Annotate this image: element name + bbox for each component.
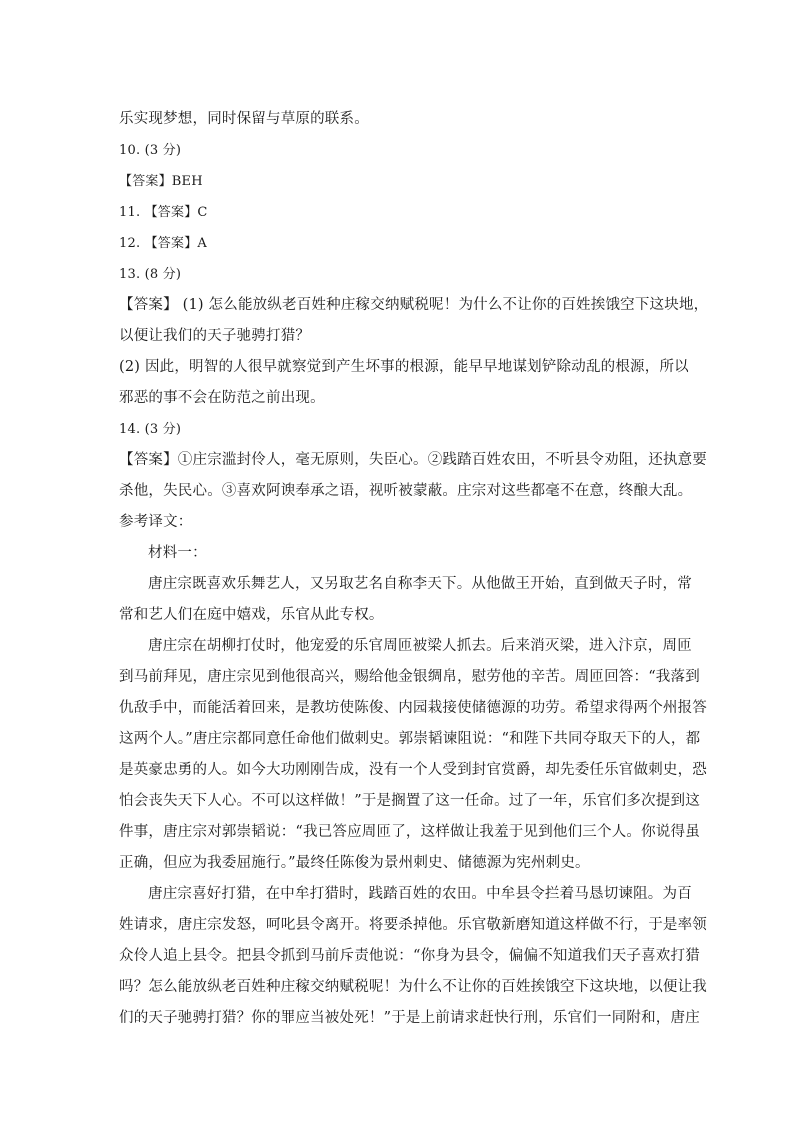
section-heading: 参考译文： [119, 514, 193, 530]
text-line: 唐庄宗既喜欢乐舞艺人，又另取艺名自称李天下。从他做王开始，直到做天子时，常 [148, 576, 692, 592]
text-line: 吗？怎么能放纵老百姓种庄稼交纳赋税呢！为什么不让你的百姓挨饿空下这块地，以便让我 [119, 979, 707, 995]
answer-line: 12. 【答案】A [119, 236, 207, 251]
question-number: 13. (8 分) [119, 267, 182, 282]
text-line: 怕会丧失天下人心。不可以这样做！”于是搁置了这一任命。过了一年，乐官们多次提到这 [119, 793, 700, 809]
answer-line: 【答案】①庄宗滥封伶人，毫无原则，失臣心。②践踏百姓农田，不听县令劝阻，还执意要 [119, 452, 707, 468]
text-line: 常和艺人们在庭中嬉戏，乐官从此专权。 [119, 607, 384, 623]
text-line: 这两个人。”唐庄宗都同意任命他们做刺史。郭崇韬谏阻说：“和陛下共同夺取天下的人，都 [119, 731, 701, 747]
answer-line: 【答案】 (1) 怎么能放纵老百姓种庄稼交纳赋税呢！为什么不让你的百姓挨饿空下这块地， [119, 297, 709, 313]
text-line: (2) 因此，明智的人很早就察觉到产生坏事的根源，能早早地谋划铲除动乱的根源，所以 [119, 359, 689, 375]
text-line: 众伶人追上县令。把县令抓到马前斥责他说：“你身为县令，偏偏不知道我们天子喜欢打猎 [119, 948, 700, 964]
question-number: 14. (3 分) [119, 422, 182, 437]
text-line: 乐实现梦想，同时保留与草原的联系。 [119, 111, 369, 127]
question-number: 10. (3 分) [119, 143, 182, 158]
text-line: 邪恶的事不会在防范之前出现。 [119, 390, 325, 406]
document-body [119, 104, 709, 1034]
answer-line: 11. 【答案】C [119, 205, 208, 220]
answer-line: 【答案】BEH [119, 174, 203, 189]
text-line: 仇敌手中，而能活着回来，是教坊使陈俊、内园栽接使储德源的功劳。希望求得两个州报答 [119, 700, 707, 716]
text-line: 到马前拜见，唐庄宗见到他很高兴，赐给他金银绸帛，慰劳他的辛苦。周匝回答：“我落到 [119, 669, 700, 685]
text-line: 们的天子驰骋打猎？你的罪应当被处死！”于是上前请求赶快行刑，乐官们一同附和，唐庄 [119, 1010, 700, 1026]
text-line: 是英豪忠勇的人。如今大功刚刚告成，没有一个人受到封官赏爵，却先委任乐官做刺史，恐 [119, 762, 707, 778]
text-line: 唐庄宗喜好打猎，在中牟打猎时，践踏百姓的农田。中牟县令拦着马恳切谏阻。为百 [148, 886, 692, 902]
text-line: 杀他，失民心。③喜欢阿谀奉承之语，视听被蒙蔽。庄宗对这些都毫不在意，终酿大乱。 [119, 483, 693, 499]
text-line: 以便让我们的天子驰骋打猎？ [119, 328, 311, 344]
text-line: 件事，唐庄宗对郭崇韬说：“我已答应周匝了，这样做让我羞于见到他们三个人。你说得虽 [119, 824, 700, 840]
text-line: 唐庄宗在胡柳打仗时，他宠爱的乐官周匝被梁人抓去。后来消灭梁，进入汴京，周匝 [148, 638, 692, 654]
text-line: 正确，但应为我委屈施行。”最终任陈俊为景州刺史、储德源为宪州刺史。 [119, 855, 590, 871]
section-subheading: 材料一： [148, 545, 207, 561]
text-line: 姓请求，唐庄宗发怒，呵叱县令离开。将要杀掉他。乐官敬新磨知道这样做不行，于是率领 [119, 917, 707, 933]
